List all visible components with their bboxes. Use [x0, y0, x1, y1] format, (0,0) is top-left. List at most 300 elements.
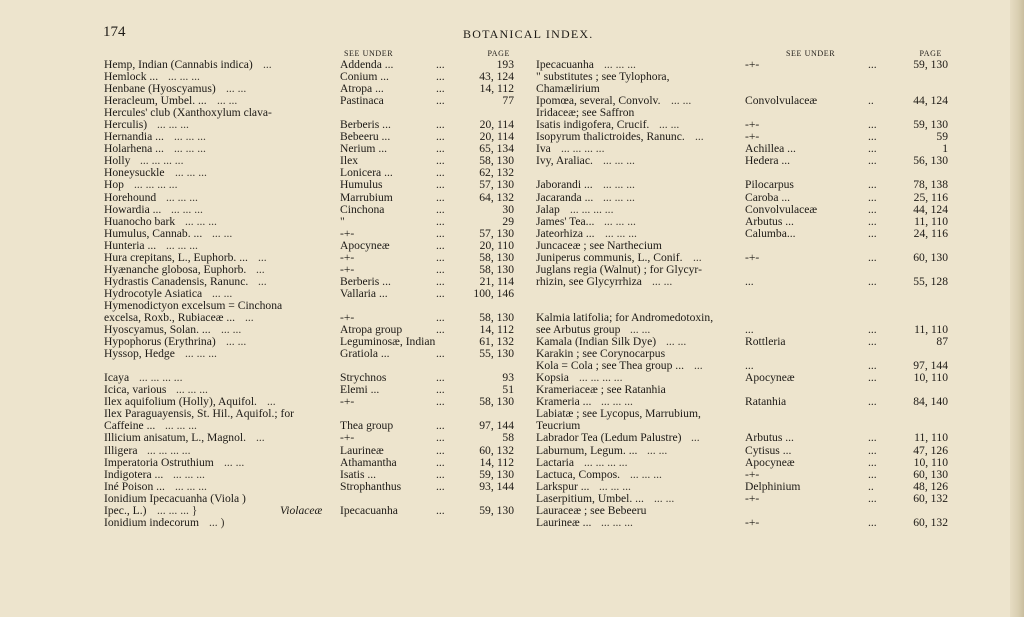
see-under: -+-	[340, 250, 355, 264]
page-ref: 58, 130	[479, 395, 514, 409]
page-ref: 59, 130	[479, 467, 514, 481]
see-under: -+-	[745, 491, 760, 505]
index-entry	[104, 252, 516, 264]
leader-dots: ... ...	[659, 118, 680, 132]
entry-name: Henbane (Hyoscyamus)	[104, 82, 216, 96]
see-under-heading: SEE UNDER	[786, 49, 836, 58]
leader-dots: ...	[256, 431, 265, 445]
index-entry	[104, 216, 516, 228]
see-under: Strychnos	[340, 371, 387, 385]
page-leader-dots: ...	[436, 347, 445, 361]
index-entry	[536, 240, 948, 252]
entry-name: Herculis)	[104, 118, 148, 132]
page-leader-dots: ...	[436, 383, 445, 397]
index-entry	[104, 469, 516, 481]
see-under: Pilocarpus	[745, 178, 794, 192]
page-leader-dots: ...	[868, 274, 877, 288]
page-ref: 55, 128	[913, 274, 948, 288]
leader-dots: ... ... ...	[603, 190, 635, 204]
page-ref: 60, 130	[913, 467, 948, 481]
page-leader-dots: ...	[436, 166, 445, 180]
entry-name: Labrador Tea (Ledum Palustre)	[536, 431, 682, 445]
entry-name: Ionidium indecorum	[104, 515, 199, 529]
page-leader-dots: ...	[436, 274, 445, 288]
leader-dots: ...	[263, 58, 272, 71]
page-leader-dots: ...	[868, 467, 877, 481]
entry-name: Howardia ...	[104, 202, 162, 216]
page-leader-dots: ...	[868, 130, 877, 144]
leader-dots: ... ...	[630, 323, 651, 337]
entry-name: Lactuca, Compos.	[536, 467, 621, 481]
page-ref: 78, 138	[913, 178, 948, 192]
entry-name: Iné Poison ...	[104, 479, 165, 493]
index-entry	[536, 228, 948, 240]
page-leader-dots: ...	[868, 431, 877, 445]
leader-dots: ... ...	[654, 491, 675, 505]
see-under: -+-	[745, 515, 760, 529]
see-under: Vallaria ...	[340, 286, 388, 300]
page-ref: 58, 130	[479, 262, 514, 276]
index-entry	[104, 179, 516, 191]
entry-name: Jateorhiza ...	[536, 226, 595, 240]
page-leader-dots: ...	[436, 154, 445, 168]
leader-dots: ... ... ...	[603, 154, 635, 168]
page-ref: 59, 130	[479, 503, 514, 517]
see-under: ...	[745, 274, 754, 288]
entry-name: Kamala (Indian Silk Dye)	[536, 335, 657, 349]
page-leader-dots: ...	[868, 359, 877, 373]
page-leader-dots: ...	[436, 94, 445, 108]
entry-name: Caffeine ...	[104, 419, 156, 433]
entry-name: Hypophorus (Erythrina)	[104, 335, 216, 349]
leader-dots: ... ...	[671, 94, 692, 108]
leader-dots: ... ... ...	[185, 347, 217, 361]
page-leader-dots: ...	[868, 202, 877, 216]
page-ref: 193	[496, 58, 514, 71]
see-under: Calumba...	[745, 226, 796, 240]
page-ref: 20, 110	[479, 238, 514, 252]
see-under: -+-	[745, 467, 760, 481]
leader-dots: ... ... ...	[166, 238, 198, 252]
entry-name: Horehound	[104, 190, 157, 204]
see-under: -+-	[745, 118, 760, 132]
index-entry	[104, 481, 516, 493]
leader-dots: ...	[267, 395, 276, 409]
see-under: Thea group	[340, 419, 394, 433]
leader-dots: ... ...	[226, 335, 247, 349]
see-under: -+-	[745, 58, 760, 71]
page-leader-dots: ...	[436, 238, 445, 252]
page-ref: 43, 124	[479, 70, 514, 84]
leader-dots: ... ... ...	[604, 58, 636, 71]
entry-name: Ipomœa, several, Convolv.	[536, 94, 661, 108]
index-entry	[536, 167, 948, 179]
entry-name: Juncaceæ ; see Narthecium	[536, 238, 662, 252]
entry-name: Krameria ...	[536, 395, 592, 409]
page-leader-dots: ...	[868, 142, 877, 156]
entry-name: Huanocho bark	[104, 214, 176, 228]
page-ref: 59, 130	[913, 58, 948, 71]
see-under: Leguminosæ, Indian	[340, 335, 436, 349]
page-ref: 93, 144	[479, 479, 514, 493]
entry-name: Hyoscyamus, Solan. ...	[104, 323, 211, 337]
see-under: Berberis ...	[340, 274, 391, 288]
page-ref: 29	[502, 214, 514, 228]
entry-name: Hunteria ...	[104, 238, 157, 252]
see-under: Lonicera ...	[340, 166, 393, 180]
see-under: Apocyneæ	[745, 371, 795, 385]
page-leader-dots: ...	[868, 214, 877, 228]
entry-name: Hura crepitans, L., Euphorb. ...	[104, 250, 248, 264]
see-under: Athamantha	[340, 455, 397, 469]
entry-name: Iridaceæ; see Saffron	[536, 106, 635, 120]
see-under: Humulus	[340, 178, 383, 192]
leader-dots: ... ...	[221, 323, 242, 337]
index-entry	[104, 192, 516, 204]
index-entry	[104, 204, 516, 216]
page-ref: 44, 124	[913, 94, 948, 108]
page-ref: 30	[502, 202, 514, 216]
page-leader-dots: ...	[436, 443, 445, 457]
entry-name: Iva	[536, 142, 551, 156]
entry-name: Hyænanche globosa, Euphorb.	[104, 262, 247, 276]
index-entry	[536, 408, 948, 420]
page-leader-dots: ..	[868, 94, 874, 108]
page-leader-dots: ...	[436, 467, 445, 481]
page-leader-dots: ...	[868, 491, 877, 505]
page-leader-dots: ...	[868, 190, 877, 204]
page-ref: 14, 112	[479, 323, 514, 337]
page-ref: 57, 130	[479, 178, 514, 192]
left-column	[104, 47, 516, 529]
index-entry	[536, 517, 948, 529]
entry-name: Ipecacuanha	[536, 58, 594, 71]
page-ref: 64, 132	[479, 190, 514, 204]
entry-name: " substitutes ; see Tylophora,	[536, 70, 670, 84]
see-under: Atropa ...	[340, 82, 384, 96]
see-under-heading: SEE UNDER	[344, 49, 394, 58]
see-under: Nerium ...	[340, 142, 388, 156]
page-leader-dots: ...	[436, 286, 445, 300]
entry-name: Laurineæ ...	[536, 515, 592, 529]
leader-dots: ...	[258, 274, 267, 288]
page-leader-dots: ...	[436, 58, 445, 71]
leader-dots: ...	[258, 250, 267, 264]
page-leader-dots: ...	[436, 142, 445, 156]
page-ref: 60, 130	[913, 250, 948, 264]
page-leader-dots: ...	[868, 118, 877, 132]
page-leader-dots: ...	[868, 250, 877, 264]
entry-name: Imperatoria Ostruthium	[104, 455, 214, 469]
entry-name: Ilex aquifolium (Holly), Aquifol.	[104, 395, 257, 409]
entry-name: Krameriaceæ ; see Ratanhia	[536, 383, 666, 397]
page-ref: 47, 126	[913, 443, 948, 457]
see-under: Atropa group	[340, 323, 403, 337]
leader-dots: ... ... ... ...	[147, 443, 191, 457]
leader-dots: ... ... ... }	[157, 503, 198, 517]
entry-name: Illigera	[104, 443, 138, 457]
index-entry	[104, 432, 516, 444]
page-leader-dots: ...	[436, 503, 445, 517]
page-ref: 14, 112	[479, 455, 514, 469]
page-leader-dots: ...	[436, 202, 445, 216]
see-under: Berberis ...	[340, 118, 391, 132]
entry-name: Jaborandi ...	[536, 178, 593, 192]
leader-dots: ... ... ... ...	[140, 154, 184, 168]
page-title: BOTANICAL INDEX.	[463, 27, 594, 41]
leader-dots: ... ... ...	[185, 214, 217, 228]
index-entry	[104, 348, 516, 360]
see-under: -+-	[340, 310, 355, 324]
page-ref: 20, 114	[479, 118, 514, 132]
entry-name: Lauraceæ ; see Bebeeru	[536, 503, 647, 517]
page-leader-dots: ...	[436, 395, 445, 409]
see-under: "	[340, 214, 345, 228]
right-entries	[536, 59, 948, 529]
page-ref: 77	[502, 94, 514, 108]
page-ref: 58, 130	[479, 250, 514, 264]
page-ref: 58, 130	[479, 154, 514, 168]
page-heading: PAGE	[919, 49, 942, 58]
entry-name: Hydrocotyle Asiatica	[104, 286, 203, 300]
see-under: Convolvulaceæ	[745, 202, 818, 216]
see-under: Arbutus ...	[745, 431, 794, 445]
bracket-label: Violaceæ	[280, 503, 323, 517]
page-leader-dots: ...	[436, 250, 445, 264]
see-under: -+-	[745, 130, 760, 144]
see-under: Apocyneæ	[340, 238, 390, 252]
page-leader-dots: ...	[436, 262, 445, 276]
leader-dots: ... ...	[647, 443, 668, 457]
page-ref: 11, 110	[914, 323, 948, 337]
see-under: -+-	[745, 250, 760, 264]
leader-dots: ... ... ...	[605, 226, 637, 240]
index-entry	[104, 131, 516, 143]
page-leader-dots: ...	[436, 214, 445, 228]
page-ref: 87	[936, 335, 948, 349]
page-ref: 60, 132	[479, 443, 514, 457]
see-under: Ilex	[340, 154, 359, 168]
entry-name: Holly	[104, 154, 131, 168]
page-ref: 56, 130	[913, 154, 948, 168]
leader-dots: ...	[256, 262, 265, 276]
page-leader-dots: ...	[436, 178, 445, 192]
index-entry	[536, 143, 948, 155]
leader-dots: ... ...	[217, 94, 238, 108]
index-entry	[536, 276, 948, 288]
page-leader-dots: ..	[868, 479, 874, 493]
leader-dots: ... ...	[652, 274, 673, 288]
leader-dots: ... ...	[212, 286, 233, 300]
page-ref: 60, 132	[913, 515, 948, 529]
entry-name: James' Tea...	[536, 214, 595, 228]
entry-name: Laserpitium, Umbel. ...	[536, 491, 644, 505]
index-entry	[536, 216, 948, 228]
page-leader-dots: ...	[436, 323, 445, 337]
page-ref: 51	[502, 383, 514, 397]
leader-dots: ... ... ...	[166, 190, 198, 204]
see-under: Arbutus ...	[745, 214, 794, 228]
page-ref: 10, 110	[913, 371, 948, 385]
page-ref: 1	[942, 142, 948, 156]
page-leader-dots: ...	[436, 82, 445, 96]
leader-dots: ... ... ...	[173, 467, 205, 481]
page-leader-dots: ...	[436, 118, 445, 132]
entry-name: Humulus, Cannab. ...	[104, 226, 203, 240]
see-under: ...	[745, 359, 754, 373]
right-column-header	[536, 47, 948, 59]
leader-dots: ... ... ...	[601, 395, 633, 409]
leader-dots: ... ... ...	[630, 467, 662, 481]
entry-name: Kalmia latifolia; for Andromedotoxin,	[536, 310, 714, 324]
page-edge	[1010, 0, 1024, 617]
entry-name: Ipec., L.)	[104, 503, 147, 517]
page-leader-dots: ...	[868, 226, 877, 240]
index-entry	[536, 252, 948, 264]
see-under: Achillea ...	[745, 142, 796, 156]
entry-name: Kopsia	[536, 371, 569, 385]
page-leader-dots: ...	[868, 395, 877, 409]
index-entry	[104, 59, 516, 71]
page-leader-dots: ...	[868, 515, 877, 529]
see-under: ...	[745, 323, 754, 337]
leader-dots: ... ... ...	[174, 142, 206, 156]
index-entry	[536, 445, 948, 457]
entry-name: Indigotera ...	[104, 467, 164, 481]
leader-dots: ... )	[209, 515, 225, 529]
index-entry	[536, 155, 948, 167]
index-entry	[104, 445, 516, 457]
index-entry	[104, 228, 516, 240]
page-number: 174	[103, 24, 126, 40]
leader-dots: ... ...	[224, 455, 245, 469]
see-under: Convolvulaceæ	[745, 94, 818, 108]
entry-name: Hercules' club (Xanthoxylum clava-	[104, 106, 272, 120]
page-ref: 57, 130	[479, 226, 514, 240]
index-entry	[536, 204, 948, 216]
see-under: Apocyneæ	[745, 455, 795, 469]
page-ref: 20, 114	[479, 130, 514, 144]
entry-name: Hop	[104, 178, 124, 192]
page-ref: 84, 140	[913, 395, 948, 409]
index-entry	[536, 505, 948, 517]
entry-name: Ilex Paraguayensis, St. Hil., Aquifol.; for	[104, 407, 294, 421]
index-entry	[536, 481, 948, 493]
page-ref: 58	[502, 431, 514, 445]
page-leader-dots: ...	[436, 479, 445, 493]
page-ref: 14, 112	[479, 82, 514, 96]
index-entry	[536, 384, 948, 396]
leader-dots: ...	[694, 359, 703, 373]
page-ref: 97, 144	[479, 419, 514, 433]
entry-name: Chamælirium	[536, 82, 600, 96]
page-ref: 59	[936, 130, 948, 144]
entry-name: rhizin, see Glycyrrhiza	[536, 274, 642, 288]
leader-dots: ... ... ...	[604, 214, 636, 228]
page-leader-dots: ...	[868, 335, 877, 349]
entry-name: Ionidium Ipecacuanha (Viola )	[104, 491, 246, 505]
leader-dots: ...	[693, 250, 702, 264]
entry-name: Hernandia ...	[104, 130, 164, 144]
page-leader-dots: ...	[436, 371, 445, 385]
page-ref: 55, 130	[479, 347, 514, 361]
see-under: Bebeeru ...	[340, 130, 391, 144]
page-leader-dots: ...	[436, 130, 445, 144]
entry-name: Hemp, Indian (Cannabis indica)	[104, 58, 253, 71]
page-leader-dots: ...	[868, 58, 877, 71]
leader-dots: ... ... ...	[601, 515, 633, 529]
entry-name: Icaya	[104, 371, 130, 385]
entry-name: Hyssop, Hedge	[104, 347, 175, 361]
page-ref: 11, 110	[914, 214, 948, 228]
page-ref: 60, 132	[913, 491, 948, 505]
see-under: -+-	[340, 395, 355, 409]
see-under: Ipecacuanha	[340, 503, 398, 517]
entry-name: Hemlock ...	[104, 70, 159, 84]
see-under: Cinchona	[340, 202, 385, 216]
leader-dots: ... ... ...	[599, 479, 631, 493]
page-ref: 44, 124	[913, 202, 948, 216]
index-entry	[536, 493, 948, 505]
page-ref: 21, 114	[479, 274, 514, 288]
page-leader-dots: ...	[436, 70, 445, 84]
entry-name: Kola = Cola ; see Thea group ...	[536, 359, 684, 373]
index-entry	[104, 240, 516, 252]
page-ref: 62, 132	[479, 166, 514, 180]
page-leader-dots: ...	[436, 310, 445, 324]
see-under: Gratiola ...	[340, 347, 390, 361]
entry-name: Hydrastis Canadensis, Ranunc.	[104, 274, 249, 288]
leader-dots: ... ... ...	[171, 202, 203, 216]
see-under: -+-	[340, 431, 355, 445]
index-entry	[536, 432, 948, 444]
leader-dots: ...	[245, 310, 254, 324]
leader-dots: ... ... ...	[165, 419, 197, 433]
page-heading: PAGE	[487, 49, 510, 58]
entry-name: Teucrium	[536, 419, 581, 433]
see-under: Delphinium	[745, 479, 801, 493]
page-ref: 58, 130	[479, 310, 514, 324]
index-entry	[536, 179, 948, 191]
see-under: Addenda ...	[340, 58, 394, 71]
page-leader-dots: ...	[436, 431, 445, 445]
entry-name: Isopyrum thalictroides, Ranunc.	[536, 130, 685, 144]
page-ref: 11, 110	[914, 431, 948, 445]
entry-name: excelsa, Roxb., Rubiaceæ ...	[104, 310, 236, 324]
page-leader-dots: ...	[868, 455, 877, 469]
see-under: -+-	[340, 226, 355, 240]
page-ref: 100, 146	[473, 286, 514, 300]
entry-name: Hymenodictyon excelsum = Cinchona	[104, 298, 283, 312]
leader-dots: ... ... ...	[157, 118, 189, 132]
entry-name: Jalap	[536, 202, 560, 216]
index-entry	[104, 505, 516, 517]
see-under: Laurineæ	[340, 443, 384, 457]
see-under: Pastinaca	[340, 94, 384, 108]
page-ref: 48, 126	[913, 479, 948, 493]
entry-name: Icica, various	[104, 383, 167, 397]
leader-dots: ... ... ... ...	[570, 202, 614, 216]
entry-name: Labiatæ ; see Lycopus, Marrubium,	[536, 407, 701, 421]
page-ref: 25, 116	[913, 190, 948, 204]
page-leader-dots: ...	[868, 178, 877, 192]
leader-dots: ... ... ...	[174, 130, 206, 144]
index-entry	[536, 192, 948, 204]
entry-name: Juniperus communis, L., Conif.	[536, 250, 683, 264]
leader-dots: ...	[695, 130, 704, 144]
see-under: Caroba ...	[745, 190, 791, 204]
leader-dots: ... ... ... ...	[584, 455, 628, 469]
